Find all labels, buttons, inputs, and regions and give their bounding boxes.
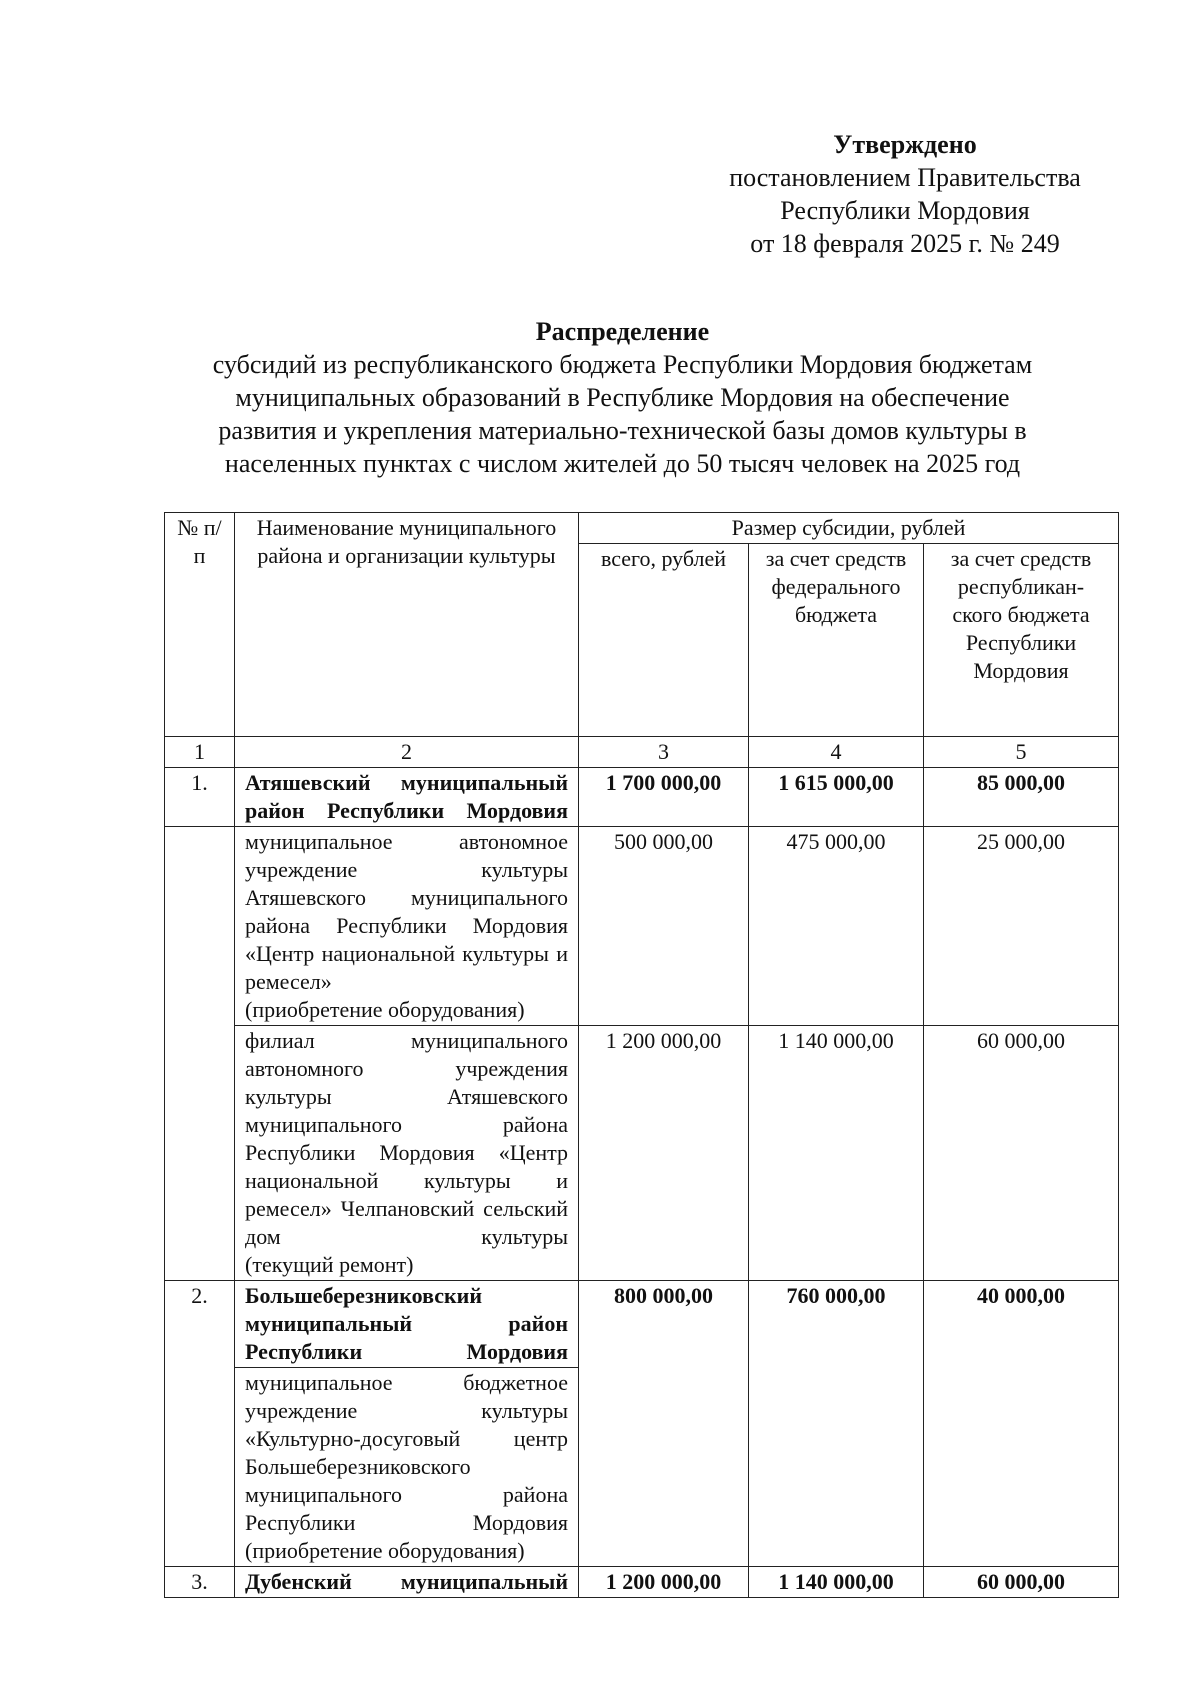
row-total: 1 700 000,00 <box>579 768 749 827</box>
row-name-cell <box>235 1026 579 1281</box>
row-note: (текущий ремонт) <box>245 1252 414 1277</box>
heading-line: развития и укрепления материально-технической базы домов культуры в <box>218 416 1027 445</box>
row-num <box>165 827 235 1026</box>
row-name: муниципальное бюджетное учреждение культуры «Культурно-досуговый центр Большеберезниковского муниципального района Республики Мордовия <box>245 1370 568 1535</box>
row-note: (приобретение оборудования) <box>245 1538 525 1563</box>
col-number: 5 <box>924 737 1119 768</box>
row-name: Большеберезниковский муниципальный район Республики Мордовия <box>235 1281 579 1368</box>
row-num <box>165 1026 235 1281</box>
header-name: Наименование муниципального района и организации культуры <box>235 513 579 737</box>
header-total: всего, рублей <box>579 544 749 737</box>
row-name: Дубенский муниципальный <box>235 1567 579 1598</box>
table-row <box>165 1026 1119 1281</box>
table-row <box>165 768 1119 827</box>
header-federal: за счет средств федерального бюджета <box>749 544 924 737</box>
document-title: Распределение <box>535 317 710 346</box>
row-num: 1. <box>165 768 235 827</box>
row-federal: 1 140 000,00 <box>749 1567 924 1598</box>
col-number: 2 <box>235 737 579 768</box>
row-federal: 1 615 000,00 <box>749 768 924 827</box>
approval-line: от 18 февраля 2025 г. № 249 <box>750 229 1060 258</box>
approval-line: Республики Мордовия <box>780 196 1030 225</box>
heading-line: муниципальных образований в Республике Мордовия на обеспечение <box>235 383 1010 412</box>
subsidy-table <box>164 512 1119 1598</box>
row-total: 1 200 000,00 <box>579 1567 749 1598</box>
row-republic: 60 000,00 <box>924 1026 1119 1281</box>
row-federal: 1 140 000,00 <box>749 1026 924 1281</box>
row-republic: 85 000,00 <box>924 768 1119 827</box>
heading-line: населенных пунктах с числом жителей до 50 тысяч человек на 2025 год <box>224 449 1021 478</box>
row-republic: 25 000,00 <box>924 827 1119 1026</box>
table-row <box>165 1281 1119 1368</box>
row-total: 500 000,00 <box>579 827 749 1026</box>
column-number-row <box>165 737 1119 768</box>
col-number: 3 <box>579 737 749 768</box>
row-federal: 475 000,00 <box>749 827 924 1026</box>
row-total: 800 000,00 <box>579 1281 749 1567</box>
row-note: (приобретение оборудования) <box>245 997 525 1022</box>
approval-block <box>690 128 1120 260</box>
table-row <box>165 827 1119 1026</box>
row-name: Атяшевский муниципальный район Республики Мордовия <box>235 768 579 827</box>
row-num: 2. <box>165 1281 235 1567</box>
table-row <box>165 1567 1119 1598</box>
row-republic: 60 000,00 <box>924 1567 1119 1598</box>
table-header-row <box>165 513 1119 544</box>
document-heading <box>150 315 1095 480</box>
heading-line: субсидий из республиканского бюджета Республики Мордовия бюджетам <box>212 350 1033 379</box>
row-name-cell <box>235 1368 579 1567</box>
col-number: 4 <box>749 737 924 768</box>
row-name-cell <box>235 827 579 1026</box>
row-name: муниципальное автономное учреждение культуры Атяшевского муниципального района Республики Мордовия «Центр национальной культуры и ремесел» <box>245 829 568 994</box>
row-federal: 760 000,00 <box>749 1281 924 1567</box>
approval-title: Утверждено <box>833 130 977 159</box>
approval-line: постановлением Правительства <box>729 163 1081 192</box>
row-total: 1 200 000,00 <box>579 1026 749 1281</box>
row-republic: 40 000,00 <box>924 1281 1119 1567</box>
row-name: филиал муниципального автономного учреждения культуры Атяшевского муниципального района Республики Мордовия «Центр национальной культуры и ремесел» Челпановский сельский дом культуры <box>245 1028 568 1249</box>
header-num: № п/п <box>165 513 235 737</box>
header-subsidy: Размер субсидии, рублей <box>579 513 1119 544</box>
row-num: 3. <box>165 1567 235 1598</box>
col-number: 1 <box>165 737 235 768</box>
header-republic: за счет средств республикан-ского бюджета Республики Мордовия <box>924 544 1119 737</box>
